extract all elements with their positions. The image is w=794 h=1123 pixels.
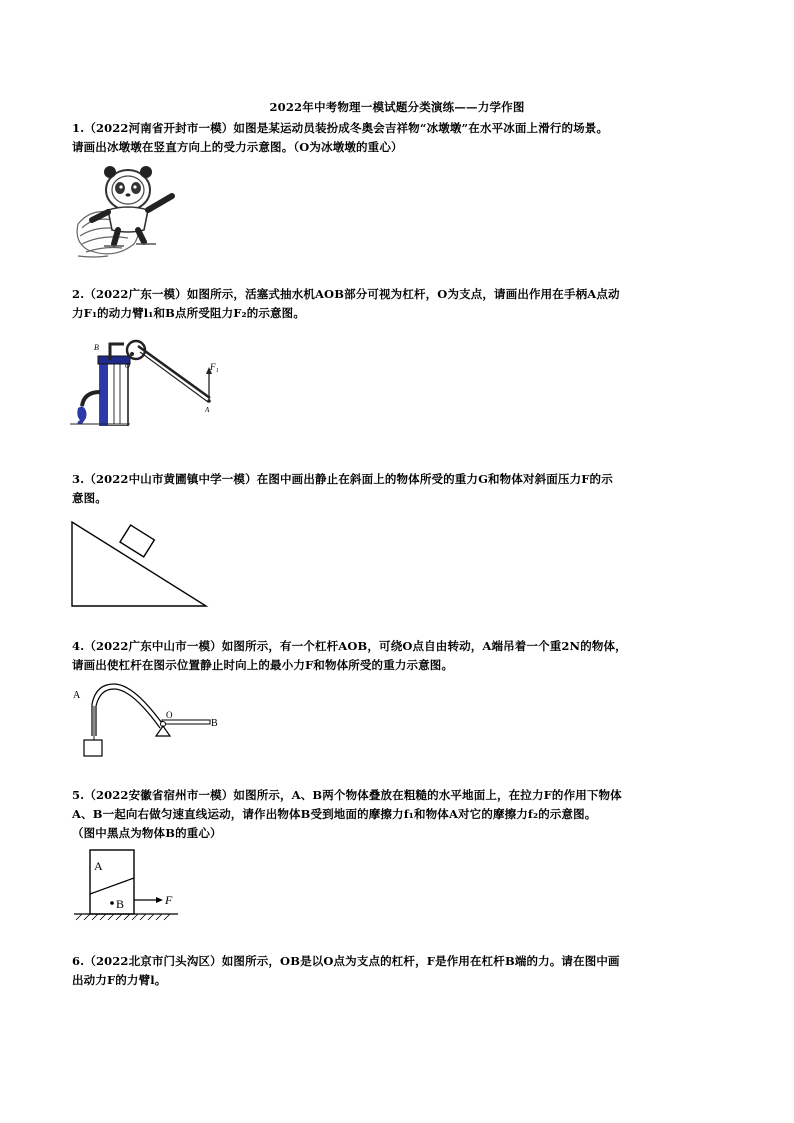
piston-pump-figure (70, 334, 220, 426)
question-2-line-2: 力F₁的动力臂l₁和B点所受阻力F₂的示意图。 (72, 306, 305, 320)
hanging-weight (84, 740, 102, 756)
question-3 (72, 470, 724, 508)
question-5 (72, 786, 724, 843)
question-3-line-1: 3.（2022中山市黄圃镇中学一模）在图中画出静止在斜面上的物体所受的重力G和物体对斜面压力F的示 (72, 472, 613, 486)
question-3-line-2: 意图。 (72, 491, 107, 505)
question-4 (72, 637, 724, 675)
label-O: O (125, 362, 131, 370)
question-1-line-2: 请画出冰墩墩在竖直方向上的受力示意图。（O为冰墩墩的重心） (72, 140, 403, 154)
label-F: F (165, 893, 173, 907)
label-O: O (166, 710, 173, 720)
question-5-line-3: （图中黑点为物体B的重心） (72, 826, 222, 840)
question-4-line-2: 请画出使杠杆在图示位置静止时向上的最小力F和物体所受的重力示意图。 (72, 658, 454, 672)
question-4-line-1: 4.（2022广东中山市一模）如图所示，有一个杠杆AOB，可绕O点自由转动，A端吊着一个重2N的物体， (72, 639, 627, 653)
incline-block-figure (70, 520, 210, 610)
label-A: A (94, 859, 103, 873)
center-of-gravity-dot (110, 901, 114, 905)
label-B: B (94, 343, 99, 352)
block-on-incline (120, 525, 154, 557)
label-B: B (116, 897, 125, 911)
question-6-line-1: 6.（2022北京市门头沟区）如图所示，OB是以O点为支点的杠杆，F是作用在杠杆B端的力。请在图中画 (72, 954, 620, 968)
label-F1: F₁ (210, 362, 219, 372)
label-A: A (73, 690, 81, 701)
mascot-skating-figure (74, 164, 186, 264)
question-5-line-2: A、B一起向右做匀速直线运动，请作出物体B受到地面的摩擦力f₁和物体A对它的摩擦力f₂的示意图。 (72, 807, 597, 821)
question-2 (72, 285, 724, 323)
page-title: 2022年中考物理一模试题分类演练——力学作图 (269, 100, 525, 114)
question-5-line-1: 5.（2022安徽省宿州市一模）如图所示，A、B两个物体叠放在粗糙的水平地面上，在拉力F的作用下物体 (72, 788, 622, 802)
question-2-line-1: 2.（2022广东一模）如图所示，活塞式抽水机AOB部分可视为杠杆，O为支点，请画出作用在手柄A点动 (72, 287, 620, 301)
stacked-blocks-figure (70, 846, 190, 926)
label-B: B (211, 718, 218, 729)
question-1 (72, 119, 724, 157)
question-6-line-2: 出动力F的力臂l。 (72, 973, 167, 987)
question-1-line-1: 1.（2022河南省开封市一模）如图是某运动员装扮成冬奥会吉祥物“冰墩墩”在水平冰面上滑行的场景。 (72, 121, 609, 135)
curved-lever-figure (70, 680, 230, 770)
label-A: A (205, 406, 210, 414)
question-6 (72, 952, 724, 990)
